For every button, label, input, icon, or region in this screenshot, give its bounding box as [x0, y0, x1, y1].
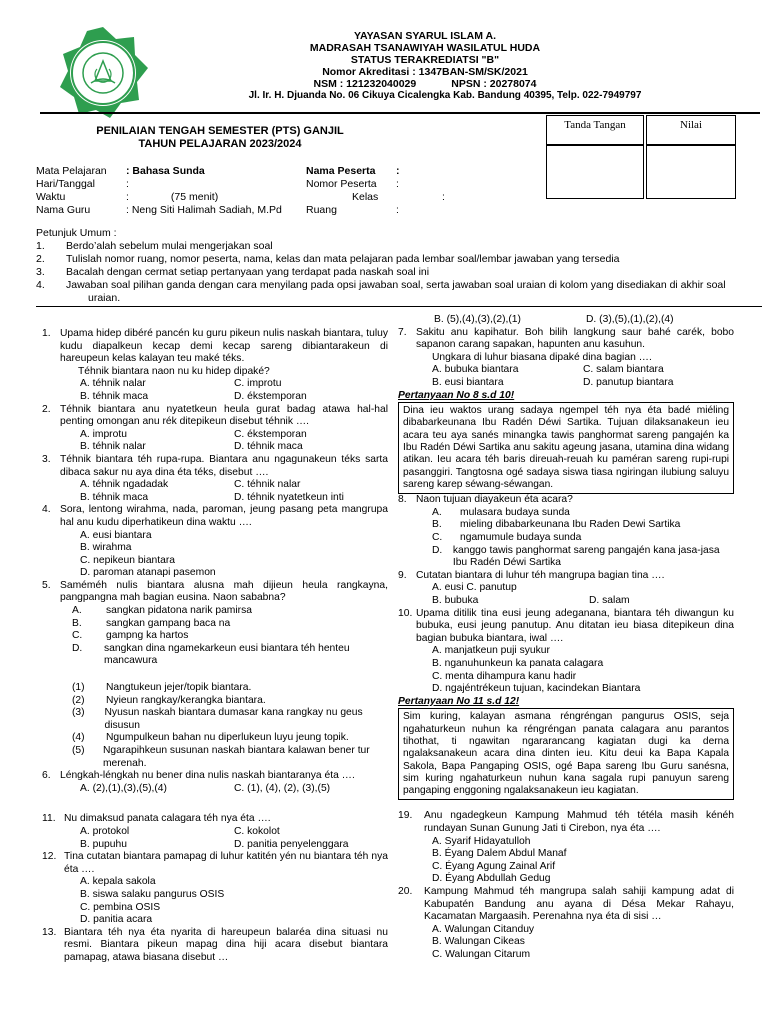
- question-number: 1.: [42, 328, 51, 339]
- option-d[interactable]: D. paroman atanapi pasemon: [80, 567, 216, 579]
- nsm: NSM : 121232040029: [313, 78, 417, 90]
- question-number: 3.: [42, 453, 51, 465]
- step-text: Ngarapihkeun susunan naskah biantara kalawan bener tur merenah.: [102, 745, 370, 769]
- option-letter: D.: [72, 642, 83, 654]
- passage-heading-8-10: Pertanyaan No 8 s.d 10!: [398, 389, 515, 401]
- step-text: Nyieun rangkay/kerangka biantara.: [106, 694, 266, 706]
- option-d[interactable]: [398, 545, 734, 570]
- step-item: [72, 695, 388, 708]
- accreditation-number: Nomor Akreditasi : 1347BAN-SM/SK/2021: [322, 66, 528, 78]
- option-a[interactable]: A. kepala sakola: [80, 876, 156, 888]
- option-a[interactable]: A. eusi biantara: [80, 529, 152, 541]
- question-number: 12.: [42, 851, 57, 863]
- option-text: mieling dibabarkeunana Ibu Raden Dewi Sartika: [460, 519, 681, 531]
- school-address: Jl. Ir. H. Djuanda No. 06 Cikuya Cicalengka Kab. Bandung 40395, Telp. 022-7949797: [248, 90, 642, 101]
- question-1-options: [42, 378, 388, 403]
- participant-name-label: Nama Peserta: [306, 165, 376, 177]
- question-8-options: [398, 507, 734, 570]
- option-a[interactable]: A. manjatkeun puji syukur: [432, 645, 550, 657]
- question-number: 10.: [398, 607, 413, 619]
- question-3-options: [42, 479, 388, 504]
- question-20-options: [398, 924, 734, 962]
- option-text: sangkan pidatona narik pamirsa: [106, 605, 252, 617]
- question-text: Sora, lentong wirahma, nada, paroman, jeung pasang peta mangrupa hal anu kudu diperhatikeun dina waktu ….: [60, 504, 388, 528]
- option-text: gampng ka hartos: [106, 630, 189, 642]
- option-letter: C.: [72, 630, 83, 642]
- question-9-options: [398, 595, 734, 608]
- option-b[interactable]: [398, 519, 734, 532]
- option-letter: B.: [432, 519, 442, 531]
- option-letter: C.: [432, 532, 443, 544]
- passage-heading-11-12: Pertanyaan No 11 s.d 12!: [398, 695, 520, 707]
- option-a[interactable]: A. téhnik ngadadak: [80, 479, 169, 491]
- question-text: Naon tujuan diayakeun éta acara?: [416, 494, 573, 506]
- duration-colon: :: [126, 191, 129, 203]
- question-number: 7.: [398, 326, 407, 338]
- option-d[interactable]: D. salam: [589, 594, 630, 606]
- question-number: 20.: [398, 885, 413, 897]
- option-d[interactable]: D. (3),(5),(1),(2),(4): [586, 314, 674, 325]
- left-column: [42, 328, 388, 965]
- question-number: 13.: [42, 926, 57, 938]
- accreditation-status: STATUS TERAKREDIATSI "B": [350, 54, 500, 66]
- option-b[interactable]: B. siswa salaku pangurus OSIS: [80, 888, 225, 900]
- option-text: sangkan dina ngamekarkeun eusi biantara téh henteu mancawura: [104, 642, 350, 667]
- question-10: [398, 608, 734, 646]
- signature-box: [546, 115, 644, 145]
- step-number: (2): [72, 694, 85, 706]
- instruction-text: Tulislah nomor ruang, nomor peserta, nama, kelas dan mata pelajaran pada lembar soal/lembar jawaban yang tersedia: [66, 253, 620, 265]
- score-label: Nilai: [680, 119, 702, 131]
- signature-area: [546, 145, 644, 199]
- teacher-value: : Neng Siti Halimah Sadiah, M.Pd: [126, 204, 282, 216]
- option-d[interactable]: D. ngajéntrékeun tujuan, kacindekan Biantara: [432, 683, 641, 695]
- header-divider: [40, 112, 760, 114]
- option-b[interactable]: B. téhnik nalar: [80, 441, 146, 453]
- question-number: 4.: [42, 504, 51, 516]
- passage-8-10: Dina ieu waktos urang sadaya ngempel téh nya éta badé miéling dibabarkeunana Ibu Radén Déwi Sartika. Tujuan dilaksanakeun ieu acara teu aya sanés minangka tawis panghormat sareng pangajén ka Ibu Radén Déwi Sartika anu sakitu ageung jasana, utamina dina widang atikan. Ieu acara téh baris direuah-reuah ku paméran sareng rupi-rupi pasanggiri. Tangtosna ogé sadaya siswa tiasa ngiringan ilubiung saluyu sareng karep séwang-séwangan.: [398, 402, 734, 494]
- option-text: mulasara budaya sunda: [460, 506, 570, 518]
- instructions-heading: Petunjuk Umum :: [36, 227, 117, 239]
- class-field[interactable]: :: [442, 191, 445, 203]
- exam-title: [90, 125, 350, 151]
- option-text: sangkan gampang baca na: [106, 617, 231, 629]
- question-number: 9.: [398, 569, 407, 581]
- question-text: Upama hidep dibéré pancén ku guru pikeun nulis naskah biantara, tuluy kudu diapalkeun kecap demi kecap sareng dibiantarakeun di hareupeun kelas kalayan teu maké téks.: [60, 328, 388, 365]
- step-number: (3): [72, 707, 85, 719]
- instruction-item: [36, 253, 736, 266]
- general-instructions: [36, 227, 736, 305]
- room-label: Ruang: [306, 204, 337, 216]
- instruction-item: [36, 266, 736, 279]
- step-number: (4): [72, 732, 85, 744]
- option-b[interactable]: B. pupuhu: [80, 838, 127, 850]
- question-9: [398, 570, 734, 583]
- info-right: [306, 165, 466, 217]
- option-a[interactable]: A. téhnik nalar: [80, 378, 146, 390]
- instruction-item: [36, 292, 736, 305]
- instruction-number: 1.: [36, 240, 45, 252]
- step-number: (1): [72, 682, 85, 694]
- right-column: [398, 314, 734, 962]
- option-d[interactable]: D. panitia acara: [80, 914, 153, 926]
- teacher-label: Nama Guru: [36, 204, 91, 216]
- signature-label: Tanda Tangan: [564, 119, 626, 131]
- question-12: [42, 851, 388, 876]
- info-left: [36, 165, 282, 217]
- date-label: Hari/Tanggal: [36, 178, 95, 190]
- question-8: [398, 494, 734, 507]
- passage-11-12: Sim kuring, kalayan asmana réngréngan pangurus OSIS, seja ngahaturkeun nuhun ka réngréngan panata calagara anu parantos tihothat, ti ngawitan ngararancang kagiatan dugi ka derna ngalaksanakeun acara dina dinten ieu. Kitu deui ka Bapa Kapala Sakola, Bapa Pangaping OSIS, ogé Bapa sareng Ibu Guru sanésna, sim kuring ngahaturkeun nuhun kana sagala rupi panuyun sareng pangaping enggoning ngalaksanakeun ieu kagiatan.: [398, 708, 734, 800]
- question-text: Cutatan biantara di luhur téh mangrupa bagian tina ….: [416, 569, 665, 581]
- option-c[interactable]: C. kokolot: [234, 825, 280, 837]
- question-number: 19.: [398, 810, 413, 822]
- npsn: NPSN : 20278074: [451, 78, 537, 90]
- question-19-options: [398, 836, 734, 886]
- option-b[interactable]: B. téhnik maca: [80, 390, 149, 402]
- option-b[interactable]: B. bubuka: [432, 594, 479, 606]
- option-b[interactable]: [42, 618, 388, 631]
- question-19: [398, 810, 734, 835]
- instruction-text: Jawaban soal pilihan ganda dengan cara menyilang pada opsi jawaban soal, serta jawaban soal uraian di kolom yang disediakan di akhir soal: [66, 279, 726, 291]
- question-number: 8.: [398, 494, 407, 506]
- option-a[interactable]: A. improtu: [80, 428, 127, 440]
- question-1: [42, 328, 388, 366]
- subject-label: Mata Pelajaran: [36, 165, 107, 177]
- option-c[interactable]: C. pembina OSIS: [80, 901, 161, 913]
- option-a[interactable]: A. protokol: [80, 825, 130, 837]
- option-c[interactable]: [398, 532, 734, 545]
- step-item: [72, 732, 388, 745]
- option-letter: B.: [72, 617, 82, 629]
- duration-label: Waktu: [36, 191, 66, 203]
- question-number: 2.: [42, 403, 51, 415]
- option-c[interactable]: [42, 630, 388, 643]
- question-2-options: [42, 429, 388, 454]
- option-b[interactable]: B. Walungan Cikeas: [432, 936, 525, 948]
- question-text: Téhnik biantara téh rupa-rupa. Biantara anu ngagunakeun téks sarta dibaca sakur nu aya dina éta téks, disebut ….: [60, 453, 388, 478]
- question-6: [42, 770, 388, 783]
- step-number: (5): [72, 745, 85, 756]
- participant-number-label: Nomor Peserta: [306, 178, 377, 190]
- duration-value: (75 menit): [170, 191, 219, 203]
- question-text: Biantara téh nya éta nyarita di hareupeun balaréa dina situasi nu resmi. Biantara pikeun mapag dina hiji acara disebut biantara pamapag, atawa biasana disebut …: [64, 926, 388, 963]
- question-text: Nu dimaksud panata calagara téh nya éta ….: [64, 813, 271, 825]
- option-b[interactable]: B. eusi biantara: [432, 376, 504, 388]
- option-text: ngamumule budaya sunda: [460, 532, 582, 544]
- question-number: 11.: [42, 813, 56, 825]
- instruction-text: uraian.: [88, 292, 121, 304]
- instruction-text: Bacalah dengan cermat setiap pertanyaan yang terdapat pada naskah soal ini: [66, 266, 430, 278]
- question-6-options: [42, 783, 388, 796]
- option-a-c[interactable]: A. eusi C. panutup: [432, 582, 517, 594]
- question-text: Tina cutatan biantara pamapag di luhur katitén yén nu biantara téh nya éta ….: [64, 851, 388, 875]
- school-name: MADRASAH TSANAWIYAH WASILATUL HUDA: [309, 42, 541, 54]
- option-c[interactable]: C. téhnik nalar: [234, 479, 301, 491]
- question-number: 6.: [42, 770, 51, 782]
- question-text: Saméméh nulis biantara alusna mah dijieun heula rangkayna, pangpangna mah bagian eusina. Naon sababna?: [60, 579, 388, 604]
- option-letter: A.: [432, 506, 442, 518]
- question-number: 5.: [42, 579, 51, 591]
- question-7: [398, 327, 734, 352]
- question-20: [398, 886, 734, 924]
- school-logo: [55, 25, 151, 121]
- section-divider: [36, 306, 762, 307]
- question-6-options-cont: [398, 314, 734, 327]
- option-c[interactable]: C. nepikeun biantara: [80, 554, 176, 566]
- option-a[interactable]: A. Walungan Citanduy: [432, 923, 535, 935]
- instruction-item: [36, 279, 736, 292]
- question-4-options: [42, 530, 388, 580]
- option-a[interactable]: A. bubuka biantara: [432, 364, 519, 376]
- participant-name-field[interactable]: :: [396, 165, 400, 177]
- option-letter: D.: [432, 544, 443, 556]
- option-c[interactable]: C. improtu: [234, 378, 282, 390]
- question-text: Léngkah-léngkah nu bener dina nulis naskah biantaranya éta ….: [60, 770, 355, 782]
- exam-title-line2: TAHUN PELAJARAN 2023/2024: [138, 138, 302, 150]
- question-11-options: [42, 826, 388, 851]
- date-value: :: [126, 178, 129, 190]
- question-4: [42, 504, 388, 529]
- step-text: Ngumpulkeun bahan nu diperlukeun luyu jeung topik.: [106, 732, 349, 744]
- option-b[interactable]: B. nganuhunkeun ka panata calagara: [432, 657, 604, 669]
- speech-steps-list: [42, 682, 388, 770]
- question-5: [42, 580, 388, 605]
- option-d[interactable]: D. ékstemporan: [234, 390, 307, 402]
- instruction-item: [36, 240, 736, 253]
- participant-number-field[interactable]: :: [396, 178, 399, 190]
- step-text: Nangtukeun jejer/topik biantara.: [106, 682, 252, 694]
- option-c[interactable]: C. ékstemporan: [234, 428, 307, 440]
- score-box: [646, 115, 736, 145]
- option-text: kanggo tawis panghormat sareng pangajén kana jasa-jasa Ibu Radén Déwi Sartika: [452, 544, 720, 569]
- option-letter: A.: [72, 605, 82, 617]
- option-c[interactable]: C. salam biantara: [583, 364, 664, 376]
- option-a[interactable]: A. (2),(1),(3),(5),(4): [80, 782, 167, 794]
- step-item: [72, 745, 388, 770]
- instruction-number: 2.: [36, 253, 45, 265]
- option-d[interactable]: D. panitia penyelenggara: [234, 838, 349, 850]
- option-a[interactable]: [42, 605, 388, 618]
- option-c[interactable]: C. Éyang Agung Zainal Arif: [432, 860, 556, 872]
- question-text: Kampung Mahmud téh mangrupa salah sahiji kampung adat di Kabupatén Bandung anu ayana di Désa Mekar Rahayu, Kacamatan Margaasih. Perenahna nya éta di sisi …: [424, 885, 734, 923]
- option-d[interactable]: D. panutup biantara: [583, 376, 674, 388]
- school-header: [200, 30, 650, 102]
- option-b[interactable]: B. wirahma: [80, 542, 132, 554]
- question-3: [42, 454, 388, 479]
- instructions-list: [36, 240, 736, 305]
- question-text: Téhnik biantara anu nyatetkeun heula gurat badag atawa hal-hal penting omongan anu rék ditepikeun disebut téhnik ….: [60, 403, 388, 428]
- question-1-prompt: Téhnik biantara naon nu ku hidep dipaké?: [78, 365, 270, 377]
- question-11: [42, 813, 388, 826]
- option-d[interactable]: D. Éyang Abdullah Gedug: [432, 873, 551, 885]
- option-c[interactable]: C. menta dihampura kanu hadir: [432, 670, 577, 682]
- question-7-options: [398, 364, 734, 389]
- option-c[interactable]: C. Walungan Citarum: [432, 948, 531, 960]
- question-5-options: [42, 605, 388, 668]
- exam-title-line1: PENILAIAN TENGAH SEMESTER (PTS) GANJIL: [96, 125, 344, 137]
- option-c[interactable]: C. (1), (4), (2), (3),(5): [234, 782, 331, 794]
- instruction-text: Berdo’alah sebelum mulai mengerjakan soal: [66, 240, 273, 252]
- instruction-number: 3.: [36, 266, 45, 278]
- question-text: Sakitu anu kapihatur. Boh bilih langkung saur bahé carék, bobo sapanon carang sapakan, hapunten anu kasuhun.: [416, 326, 734, 351]
- question-text: Upama ditilik tina eusi jeung adeganana, biantara téh diwangun ku bubuka, eusi jeung panutup. Anu ditatan ieu biasa ditepikeun dina bagian bubuka biantara, iwal ….: [416, 607, 734, 644]
- option-d[interactable]: [42, 643, 388, 668]
- option-b[interactable]: B. Éyang Dalem Abdul Manaf: [432, 848, 567, 860]
- question-7-prompt: Ungkara di luhur biasana dipaké dina bagian ….: [432, 351, 652, 363]
- option-a[interactable]: A. Syarif Hidayatulloh: [432, 835, 531, 847]
- option-a[interactable]: [398, 507, 734, 520]
- step-item: [72, 682, 388, 695]
- instruction-number: 4.: [36, 279, 45, 291]
- score-area: [646, 145, 736, 199]
- room-field[interactable]: :: [396, 204, 399, 216]
- nsm-npsn: [200, 78, 650, 90]
- subject-value: : Bahasa Sunda: [126, 165, 205, 177]
- option-b[interactable]: B. (5),(4),(3),(2),(1): [434, 314, 521, 325]
- class-label: Kelas: [352, 191, 379, 203]
- option-d[interactable]: D. téhnik maca: [234, 441, 303, 453]
- question-10-options: [398, 645, 734, 695]
- option-d[interactable]: D. téhnik nyatetkeun inti: [234, 491, 344, 503]
- question-12-options: [42, 876, 388, 926]
- foundation-name: YAYASAN SYARUL ISLAM A.: [354, 30, 496, 42]
- question-13: [42, 927, 388, 965]
- question-2: [42, 404, 388, 429]
- step-item: [72, 707, 388, 732]
- option-b[interactable]: B. téhnik maca: [80, 491, 149, 503]
- step-text: Nyusun naskah biantara dumasar kana rangkay nu geus disusun: [104, 707, 363, 731]
- question-text: Anu ngadegkeun Kampung Mahmud téh tétéla masih kénéh rundayan Sunan Gunung Jati ti Cirebon, nya éta ….: [424, 810, 734, 834]
